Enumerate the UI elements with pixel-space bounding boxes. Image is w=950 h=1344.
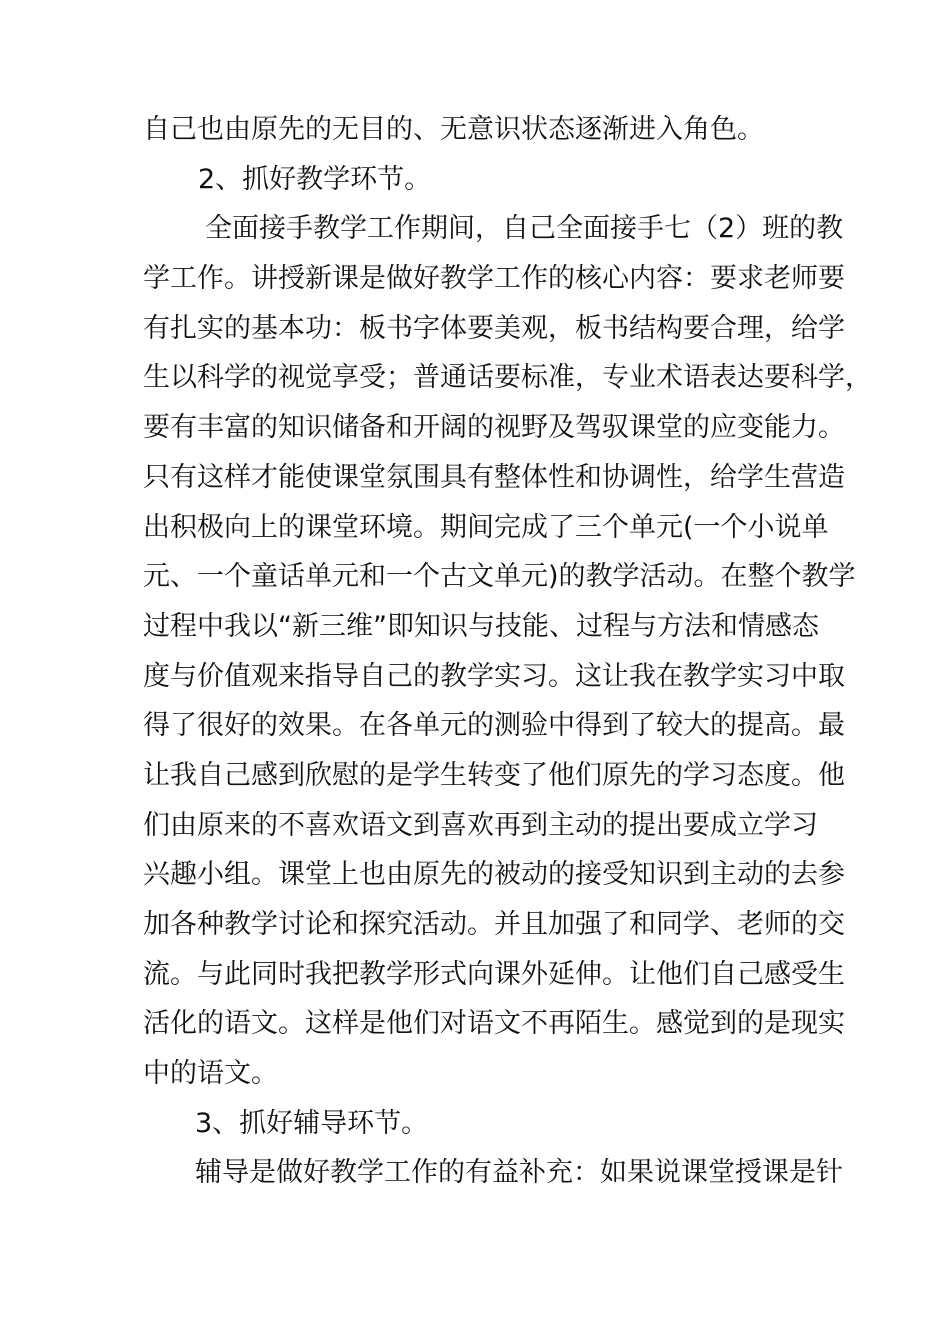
paragraph-line: 让我自己感到欣慰的是学生转变了他们原先的学习态度。他 (143, 759, 845, 791)
paragraph-line: 流。与此同时我把教学形式向课外延伸。让他们自己感受生 (143, 958, 845, 990)
paragraph-line: 有扎实的基本功：板书字体要美观，板书结构要合理，给学 (143, 312, 845, 344)
paragraph-line: 度与价值观来指导自己的教学实习。这让我在教学实习中取 (143, 660, 845, 692)
paragraph-line: 生以科学的视觉享受；普通话要标准，专业术语表达要科学， (143, 362, 872, 394)
paragraph-line: 全面接手教学工作期间，自己全面接手七（2）班的教 (205, 213, 844, 245)
paragraph-line: 中的语文。 (143, 1058, 278, 1090)
section-heading: 2、抓好教学环节。 (198, 163, 432, 195)
paragraph-line: 们由原来的不喜欢语文到喜欢再到主动的提出要成立学习 (143, 809, 818, 841)
paragraph-line: 自己也由原先的无目的、无意识状态逐渐进入角色。 (143, 114, 764, 145)
paragraph-line: 学工作。讲授新课是做好教学工作的核心内容：要求老师要 (143, 263, 845, 295)
paragraph-line: 过程中我以“新三维”即知识与技能、过程与方法和情感态 (143, 610, 819, 642)
paragraph-line: 只有这样才能使课堂氛围具有整体性和协调性，给学生营造 (143, 461, 845, 493)
paragraph-line: 辅导是做好教学工作的有益补充：如果说课堂授课是针 (195, 1157, 843, 1189)
paragraph-line: 加各种教学讨论和探究活动。并且加强了和同学、老师的交 (143, 909, 845, 940)
paragraph-line: 得了很好的效果。在各单元的测验中得到了较大的提高。最 (143, 710, 845, 742)
paragraph-line: 活化的语文。这样是他们对语文不再陌生。感觉到的是现实 (143, 1008, 845, 1040)
paragraph-line: 要有丰富的知识储备和开阔的视野及驾驭课堂的应变能力。 (143, 412, 845, 444)
document-body (143, 105, 872, 1198)
paragraph-line: 出积极向上的课堂环境。期间完成了三个单元(一个小说单 (143, 511, 829, 543)
section-heading: 3、抓好辅导环节。 (195, 1107, 429, 1139)
paragraph-line: 元、一个童话单元和一个古文单元)的教学活动。在整个教学 (143, 561, 856, 593)
paragraph-line: 兴趣小组。课堂上也由原先的被动的接受知识到主动的去参 (143, 859, 845, 891)
